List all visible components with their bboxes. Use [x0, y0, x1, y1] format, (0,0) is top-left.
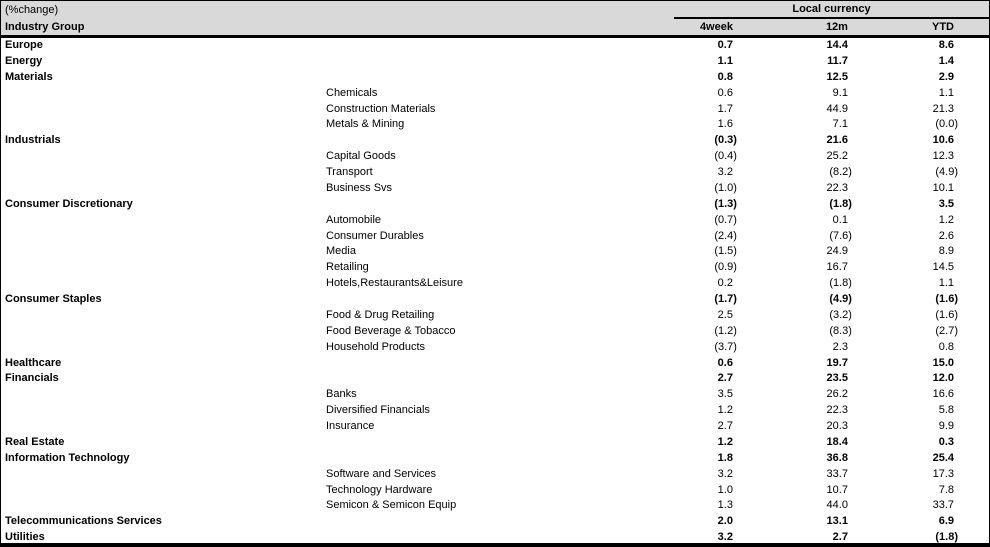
cell-ytd: 25.4 — [932, 451, 954, 464]
cell-ytd: 10.1 — [932, 181, 954, 194]
cell-12m: (3.2) — [829, 308, 852, 321]
row-label: Transport — [326, 166, 373, 178]
column-header-ytd: YTD — [883, 19, 989, 37]
table-row — [1, 54, 989, 70]
cell-4week: 3.2 — [717, 531, 733, 544]
table-row — [1, 37, 989, 54]
column-header-4week: 4week — [653, 19, 768, 37]
cell-12m: 21.6 — [826, 134, 848, 147]
cell-4week: 0.2 — [717, 277, 733, 290]
table-row — [1, 371, 989, 387]
cell-4week: 2.7 — [717, 372, 733, 385]
cell-ytd: 0.3 — [938, 435, 954, 448]
table-row — [1, 308, 989, 324]
table-row — [1, 213, 989, 229]
row-label: Industrials — [5, 134, 61, 147]
cell-ytd: 21.3 — [932, 102, 954, 115]
row-label: Information Technology — [5, 451, 130, 464]
table-row — [1, 276, 989, 292]
header-row-columns — [1, 19, 989, 37]
cell-4week: 0.8 — [717, 70, 733, 83]
table-row — [1, 133, 989, 149]
cell-4week: 2.0 — [717, 515, 733, 528]
cell-ytd: 6.9 — [938, 515, 954, 528]
cell-4week: 3.5 — [717, 388, 733, 401]
cell-ytd: 5.8 — [938, 404, 954, 417]
cell-ytd: 16.6 — [932, 388, 954, 401]
column-header-12m: 12m — [768, 19, 883, 37]
row-label: Real Estate — [5, 435, 65, 448]
table-row — [1, 451, 989, 467]
row-label: Automobile — [326, 213, 382, 226]
cell-12m: 44.9 — [826, 102, 848, 115]
row-label: Banks — [326, 388, 357, 401]
cell-ytd: 1.1 — [938, 86, 954, 99]
local-currency-header-cell — [653, 1, 989, 19]
table-row — [1, 229, 989, 245]
table-row — [1, 467, 989, 483]
cell-4week: 1.2 — [717, 435, 733, 448]
cell-4week: 1.3 — [717, 499, 733, 512]
cell-12m: 44.0 — [826, 499, 848, 512]
cell-12m: 20.3 — [826, 420, 848, 432]
row-label: Consumer Staples — [5, 293, 102, 305]
table-row — [1, 102, 989, 118]
cell-4week: (0.7) — [714, 213, 737, 226]
cell-4week: (3.7) — [714, 340, 737, 353]
cell-12m: 18.4 — [826, 435, 848, 448]
row-label: Consumer Discretionary — [5, 197, 133, 210]
row-label: Business Svs — [326, 181, 393, 194]
table-row — [1, 197, 989, 213]
table-row — [1, 387, 989, 403]
cell-12m: 2.3 — [832, 340, 848, 353]
cell-12m: 9.1 — [832, 86, 848, 99]
cell-12m: 0.1 — [832, 213, 848, 226]
cell-12m: 10.7 — [826, 483, 848, 496]
cell-12m: 7.1 — [832, 118, 848, 131]
cell-4week: 1.8 — [717, 451, 733, 464]
table-row — [1, 435, 989, 451]
local-currency-header: Local currency — [674, 2, 989, 19]
cell-4week: (0.9) — [714, 261, 737, 274]
row-label: Consumer Durables — [326, 229, 424, 242]
cell-4week: 1.6 — [717, 118, 733, 131]
cell-ytd: (1.8) — [935, 531, 958, 544]
row-label: Healthcare — [5, 356, 62, 369]
cell-12m: (7.6) — [829, 229, 852, 242]
cell-12m: 25.2 — [826, 150, 848, 163]
cell-4week: 2.7 — [717, 420, 733, 432]
cell-ytd: 1.4 — [938, 54, 954, 67]
row-label: Hotels,Restaurants&Leisure — [326, 277, 463, 290]
cell-ytd: 8.9 — [938, 245, 954, 258]
cell-4week: 3.2 — [717, 166, 733, 178]
cell-ytd: 2.9 — [938, 70, 954, 83]
table-row — [1, 530, 989, 546]
unit-note: (%change) — [1, 1, 653, 19]
table-row — [1, 419, 989, 435]
cell-ytd: 0.8 — [938, 340, 954, 353]
row-label: Media — [326, 245, 356, 258]
row-label: Insurance — [326, 420, 375, 432]
cell-4week: (1.5) — [714, 245, 737, 258]
table-row — [1, 292, 989, 308]
row-label: Semicon & Semicon Equip — [326, 499, 457, 512]
row-label: Europe — [5, 39, 43, 51]
table-row — [1, 483, 989, 499]
table-row — [1, 260, 989, 276]
cell-ytd: 12.0 — [932, 372, 954, 385]
row-label: Financials — [5, 372, 59, 385]
cell-12m: 19.7 — [826, 356, 848, 369]
cell-4week: 0.7 — [717, 39, 733, 51]
cell-12m: (1.8) — [829, 197, 852, 210]
row-label: Retailing — [326, 261, 369, 274]
cell-4week: 1.7 — [717, 102, 733, 115]
cell-ytd: (4.9) — [935, 166, 958, 178]
cell-4week: 2.5 — [717, 308, 733, 321]
cell-4week: (2.4) — [714, 229, 737, 242]
table-row — [1, 165, 989, 181]
table-row — [1, 244, 989, 260]
cell-4week: 1.0 — [717, 483, 733, 496]
cell-12m: (8.3) — [829, 324, 852, 337]
cell-12m: 14.4 — [826, 39, 848, 51]
row-label: Food Beverage & Tobacco — [326, 324, 456, 337]
row-label: Materials — [5, 70, 53, 83]
row-label: Software and Services — [326, 467, 437, 480]
cell-12m: 26.2 — [826, 388, 848, 401]
cell-12m: (1.8) — [829, 277, 852, 290]
cell-4week: (0.3) — [714, 134, 737, 147]
cell-ytd: 12.3 — [932, 150, 954, 163]
cell-12m: 12.5 — [826, 70, 848, 83]
row-label: Food & Drug Retailing — [326, 308, 435, 321]
cell-ytd: 1.2 — [938, 213, 954, 226]
cell-ytd: 3.5 — [938, 197, 954, 210]
cell-12m: 2.7 — [832, 531, 848, 544]
cell-ytd: 15.0 — [932, 356, 954, 369]
cell-ytd: 9.9 — [938, 420, 954, 432]
cell-ytd: 17.3 — [932, 467, 954, 480]
cell-4week: (1.7) — [714, 293, 737, 305]
row-label: Diversified Financials — [326, 404, 430, 417]
cell-4week: 3.2 — [717, 467, 733, 480]
cell-ytd: (1.6) — [935, 308, 958, 321]
cell-12m: 11.7 — [827, 54, 848, 67]
row-label: Construction Materials — [326, 102, 436, 115]
row-label: Chemicals — [326, 86, 378, 99]
cell-ytd: 33.7 — [932, 499, 954, 512]
cell-4week: 1.2 — [717, 404, 733, 417]
cell-12m: 22.3 — [826, 404, 848, 417]
cell-12m: 36.8 — [826, 451, 848, 464]
header-row-currency — [1, 1, 989, 19]
row-label: Capital Goods — [326, 150, 396, 163]
cell-ytd: 8.6 — [938, 39, 954, 51]
row-label: Household Products — [326, 340, 426, 353]
cell-4week: 0.6 — [717, 356, 733, 369]
row-label: Energy — [5, 54, 43, 67]
cell-4week: (1.0) — [714, 181, 737, 194]
row-label: Metals & Mining — [326, 118, 405, 131]
cell-12m: 13.1 — [826, 515, 848, 528]
industry-group-header: Industry Group — [1, 19, 653, 37]
table-header — [1, 1, 989, 37]
table-body — [1, 37, 989, 547]
table-row — [1, 86, 989, 102]
cell-4week: (1.2) — [714, 324, 737, 337]
table-row — [1, 403, 989, 419]
cell-12m: (4.9) — [829, 293, 852, 305]
cell-ytd: 7.8 — [938, 483, 954, 496]
cell-12m: (8.2) — [829, 166, 852, 178]
table-row — [1, 149, 989, 165]
cell-4week: (0.4) — [714, 150, 737, 163]
table-row — [1, 117, 989, 133]
cell-12m: 22.3 — [826, 181, 848, 194]
cell-ytd: (1.6) — [935, 293, 958, 305]
table-row — [1, 70, 989, 86]
cell-4week: 1.1 — [717, 54, 733, 67]
cell-ytd: 14.5 — [932, 261, 954, 274]
table-row — [1, 181, 989, 197]
cell-ytd: 10.6 — [932, 134, 954, 147]
table-row — [1, 340, 989, 356]
row-label: Utilities — [5, 531, 45, 544]
cell-ytd: (0.0) — [935, 118, 958, 131]
cell-4week: 0.6 — [717, 86, 733, 99]
cell-12m: 16.7 — [826, 261, 848, 274]
table-row — [1, 498, 989, 514]
table-row — [1, 356, 989, 372]
performance-table — [1, 1, 989, 546]
cell-ytd: (2.7) — [935, 324, 958, 337]
row-label: Technology Hardware — [326, 483, 433, 496]
cell-12m: 23.5 — [826, 372, 848, 385]
table-row — [1, 514, 989, 530]
cell-ytd: 1.1 — [938, 277, 954, 290]
row-label: Telecommunications Services — [5, 515, 162, 528]
cell-12m: 33.7 — [826, 467, 848, 480]
cell-12m: 24.9 — [826, 245, 848, 258]
cell-ytd: 2.6 — [938, 229, 954, 242]
cell-4week: (1.3) — [714, 197, 737, 210]
table-row — [1, 324, 989, 340]
